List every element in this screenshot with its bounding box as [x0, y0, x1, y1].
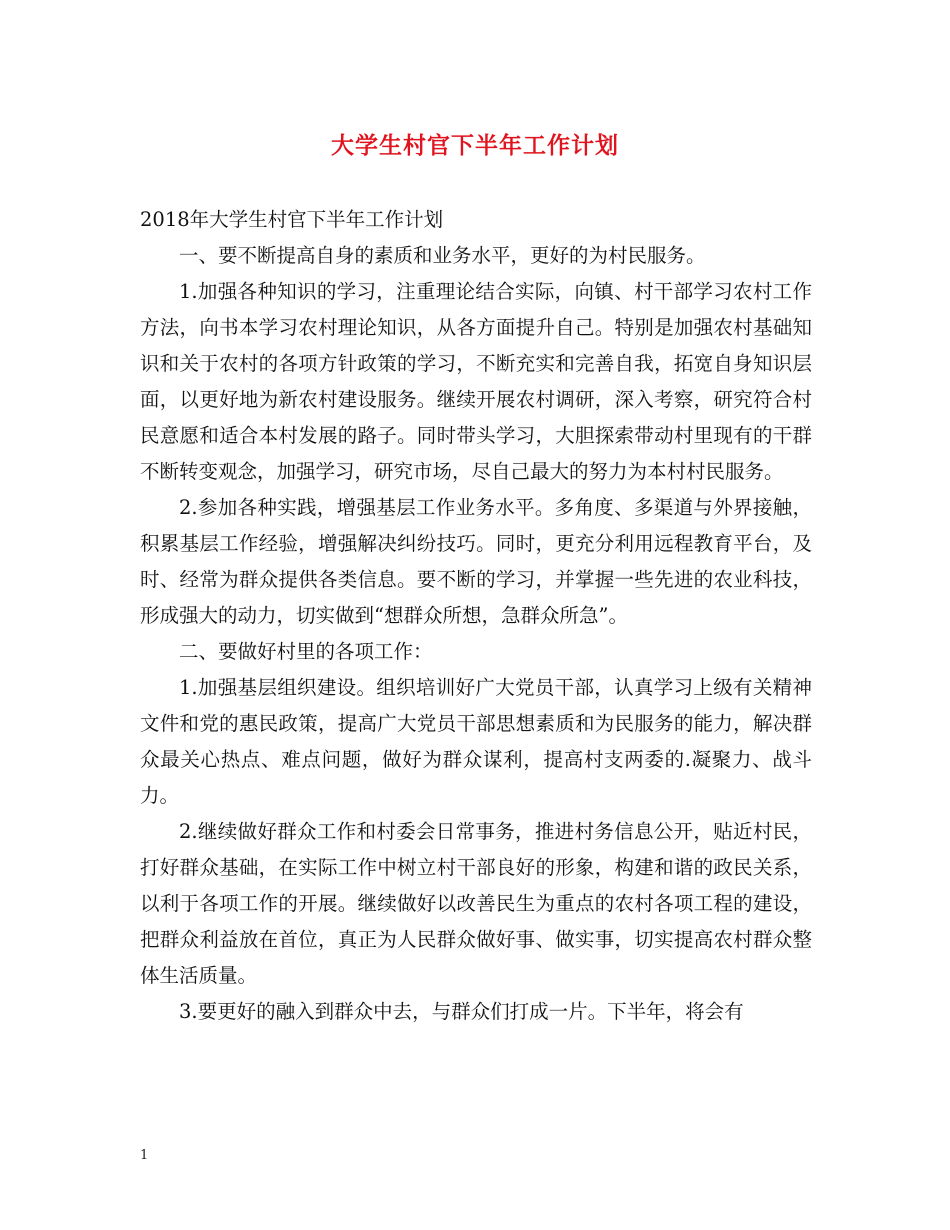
paragraph-section-2-heading: 二、要做好村里的各项工作：: [179, 640, 433, 663]
document-body: [140, 202, 812, 1030]
paragraph-section-1-item-2: 2.参加各种实践，增强基层工作业务水平。多角度、多渠道与外界接触，积累基层工作经验，增强解决纠纷技巧。同时，更充分利用远程教育平台，及时、经常为群众提供各类信息。要不断的学习，并掌握一些先进的农业科技，形成强大的动力，切实做到“想群众所想，急群众所急”。: [140, 496, 812, 627]
paragraph-section-2-item-3: 3.要更好的融入到群众中去，与群众们打成一片。下半年，将会有: [179, 1000, 744, 1023]
paragraph-section-2-item-1: 1.加强基层组织建设。组织培训好广大党员干部，认真学习上级有关精神文件和党的惠民政策，提高广大党员干部思想素质和为民服务的能力，解决群众最关心热点、难点问题，做好为群众谋利，提高村支两委的.凝聚力、战斗力。: [140, 676, 812, 807]
paragraph-section-1-heading: 一、要不断提高自身的素质和业务水平，更好的为村民服务。: [179, 244, 706, 267]
paragraph-section-1-item-1: 1.加强各种知识的学习，注重理论结合实际，向镇、村干部学习农村工作方法，向书本学习农村理论知识，从各方面提升自己。特别是加强农村基础知识和关于农村的各项方针政策的学习，不断充实和完善自我，拓宽自身知识层面，以更好地为新农村建设服务。继续开展农村调研，深入考察，研究符合村民意愿和适合本村发展的路子。同时带头学习，大胆探索带动村里现有的干群不断转变观念，加强学习，研究市场，尽自己最大的努力为本村村民服务。: [140, 280, 812, 483]
paragraph-section-2-item-2: 2.继续做好群众工作和村委会日常事务，推进村务信息公开，贴近村民，打好群众基础，在实际工作中树立村干部良好的形象，构建和谐的政民关系，以利于各项工作的开展。继续做好以改善民生为重点的农村各项工程的建设，把群众利益放在首位，真正为人民群众做好事、做实事，切实提高农村群众整体生活质量。: [140, 820, 812, 987]
page-number: 1: [140, 1148, 149, 1163]
paragraph-subtitle: 2018年大学生村官下半年工作计划: [140, 208, 444, 231]
document-title: 大学生村官下半年工作计划: [331, 132, 619, 159]
